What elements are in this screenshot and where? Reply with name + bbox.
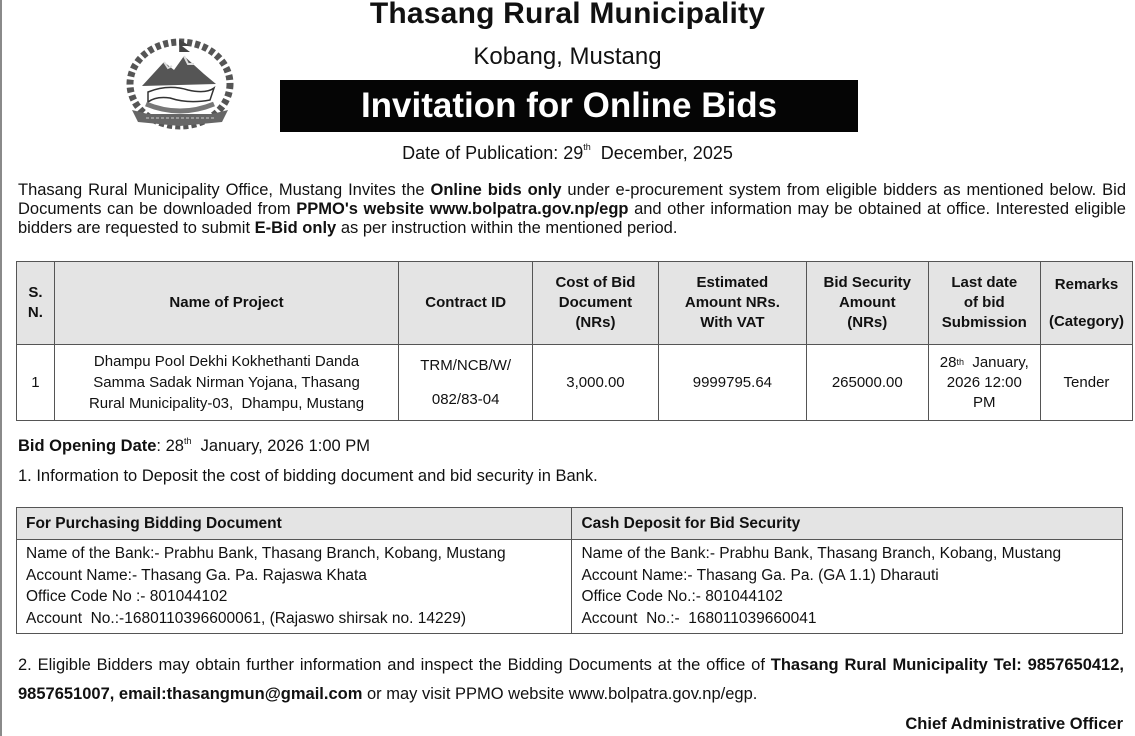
info2-text: or may visit PPMO website www.bolpatra.gov.np/egp. <box>362 685 758 703</box>
intro-text: and other information may be obtained at office. Interested eligible bidders are requested to submit <box>18 200 1126 237</box>
purchase-bank-name: Name of the Bank:- Prabhu Bank, Thasang Branch, Kobang, Mustang <box>26 545 506 562</box>
header-contract-id: Contract ID <box>399 262 533 345</box>
intro-emphasis-ppmo-website: PPMO's website www.bolpatra.gov.np/egp <box>296 200 629 218</box>
cell-last-date-submission: 28th January, 2026 12:00 PM <box>928 345 1040 421</box>
deposit-office-code: Office Code No.:- 801044102 <box>581 588 783 605</box>
bid-table-header-row <box>17 262 1133 345</box>
header-purchasing-document: For Purchasing Bidding Document <box>17 508 572 540</box>
header-estimated-amount: Estimated Amount NRs. With VAT <box>658 262 806 345</box>
cell-purchasing-document-details <box>17 540 572 634</box>
purchase-account-number: Account No.:-1680110396600061, (Rajaswo shirsak no. 14229) <box>26 609 467 627</box>
organization-location: Kobang, Mustang <box>473 43 662 70</box>
header-project-name: Name of Project <box>54 262 398 345</box>
cell-cost-of-bid-document: 3,000.00 <box>533 345 659 421</box>
info2-text: 2. Eligible Bidders may obtain further information and inspect the Bidding Documents at the office of <box>18 656 771 674</box>
intro-text: Thasang Rural Municipality Office, Mustang Invites the <box>18 181 431 199</box>
signatory-title: Chief Administrative Officer <box>905 715 1123 733</box>
intro-text: as per instruction within the mentioned period. <box>336 219 678 237</box>
header-cash-deposit: Cash Deposit for Bid Security <box>572 508 1123 540</box>
bid-opening-label: Bid Opening Date <box>18 437 157 455</box>
deposit-information-heading: 1. Information to Deposit the cost of bidding document and bid security in Bank. <box>18 467 598 485</box>
header-bid-security-amount: Bid Security Amount (NRs) <box>806 262 928 345</box>
intro-emphasis-online-bids: Online bids only <box>430 181 562 199</box>
purchase-office-code: Office Code No :- 801044102 <box>26 588 228 605</box>
bank-table-header-row <box>17 508 1123 540</box>
deposit-account-name: Account Name:- Thasang Ga. Pa. (GA 1.1) Dharauti <box>581 566 939 584</box>
cell-remarks: Tender <box>1040 345 1132 421</box>
bid-opening-date <box>18 437 370 456</box>
intro-text: under e-procurement system from eligible bidders as mentioned below. Bid Documents can be downloaded from <box>18 181 1126 218</box>
cell-cash-deposit-details <box>572 540 1123 634</box>
header-serial-number: S. N. <box>17 262 55 345</box>
info2-contact-details: Thasang Rural Municipality Tel: 9857650412, 9857651007, email:thasangmun@gmail.com <box>18 656 1124 703</box>
notice-banner-title: Invitation for Online Bids <box>280 80 858 132</box>
table-row <box>17 540 1123 634</box>
page-edge-rule <box>0 0 2 736</box>
deposit-account-number: Account No.:- 168011039660041 <box>581 609 817 627</box>
bid-opening-day: : 28 <box>156 437 184 455</box>
organization-title: Thasang Rural Municipality <box>369 0 766 30</box>
header-last-date-submission: Last date of bid Submission <box>928 262 1040 345</box>
cell-serial-number: 1 <box>17 345 55 421</box>
header-remarks: Remarks (Category) <box>1040 262 1132 345</box>
bid-opening-suffix: th <box>183 436 192 446</box>
intro-paragraph <box>18 181 1126 238</box>
intro-emphasis-ebid: E-Bid only <box>254 219 337 237</box>
publication-date-suffix: th <box>583 142 591 152</box>
cell-estimated-amount: 9999795.64 <box>658 345 806 421</box>
table-row <box>17 345 1133 421</box>
cell-contract-id: TRM/NCB/W/ 082/83-04 <box>399 345 533 421</box>
deposit-bank-name: Name of the Bank:- Prabhu Bank, Thasang Branch, Kobang, Mustang <box>581 545 1062 562</box>
bid-opening-rest: January, 2026 1:00 PM <box>191 437 371 455</box>
further-information-paragraph <box>18 651 1124 709</box>
cell-bid-security-amount: 265000.00 <box>806 345 928 421</box>
bid-table <box>16 261 1133 421</box>
publication-date <box>0 143 1135 164</box>
header-cost-of-bid-document: Cost of Bid Document (NRs) <box>533 262 659 345</box>
purchase-account-name: Account Name:- Thasang Ga. Pa. Rajaswa Khata <box>26 566 367 584</box>
publication-date-label: Date of Publication: 29 <box>402 143 584 163</box>
publication-date-rest: December, 2025 <box>590 143 733 163</box>
bank-details-table <box>16 507 1123 634</box>
cell-project-name: Dhampu Pool Dekhi Kokhethanti Danda Samma Sadak Nirman Yojana, Thasang Rural Municipality-03, Dhampu, Mustang <box>54 345 398 421</box>
